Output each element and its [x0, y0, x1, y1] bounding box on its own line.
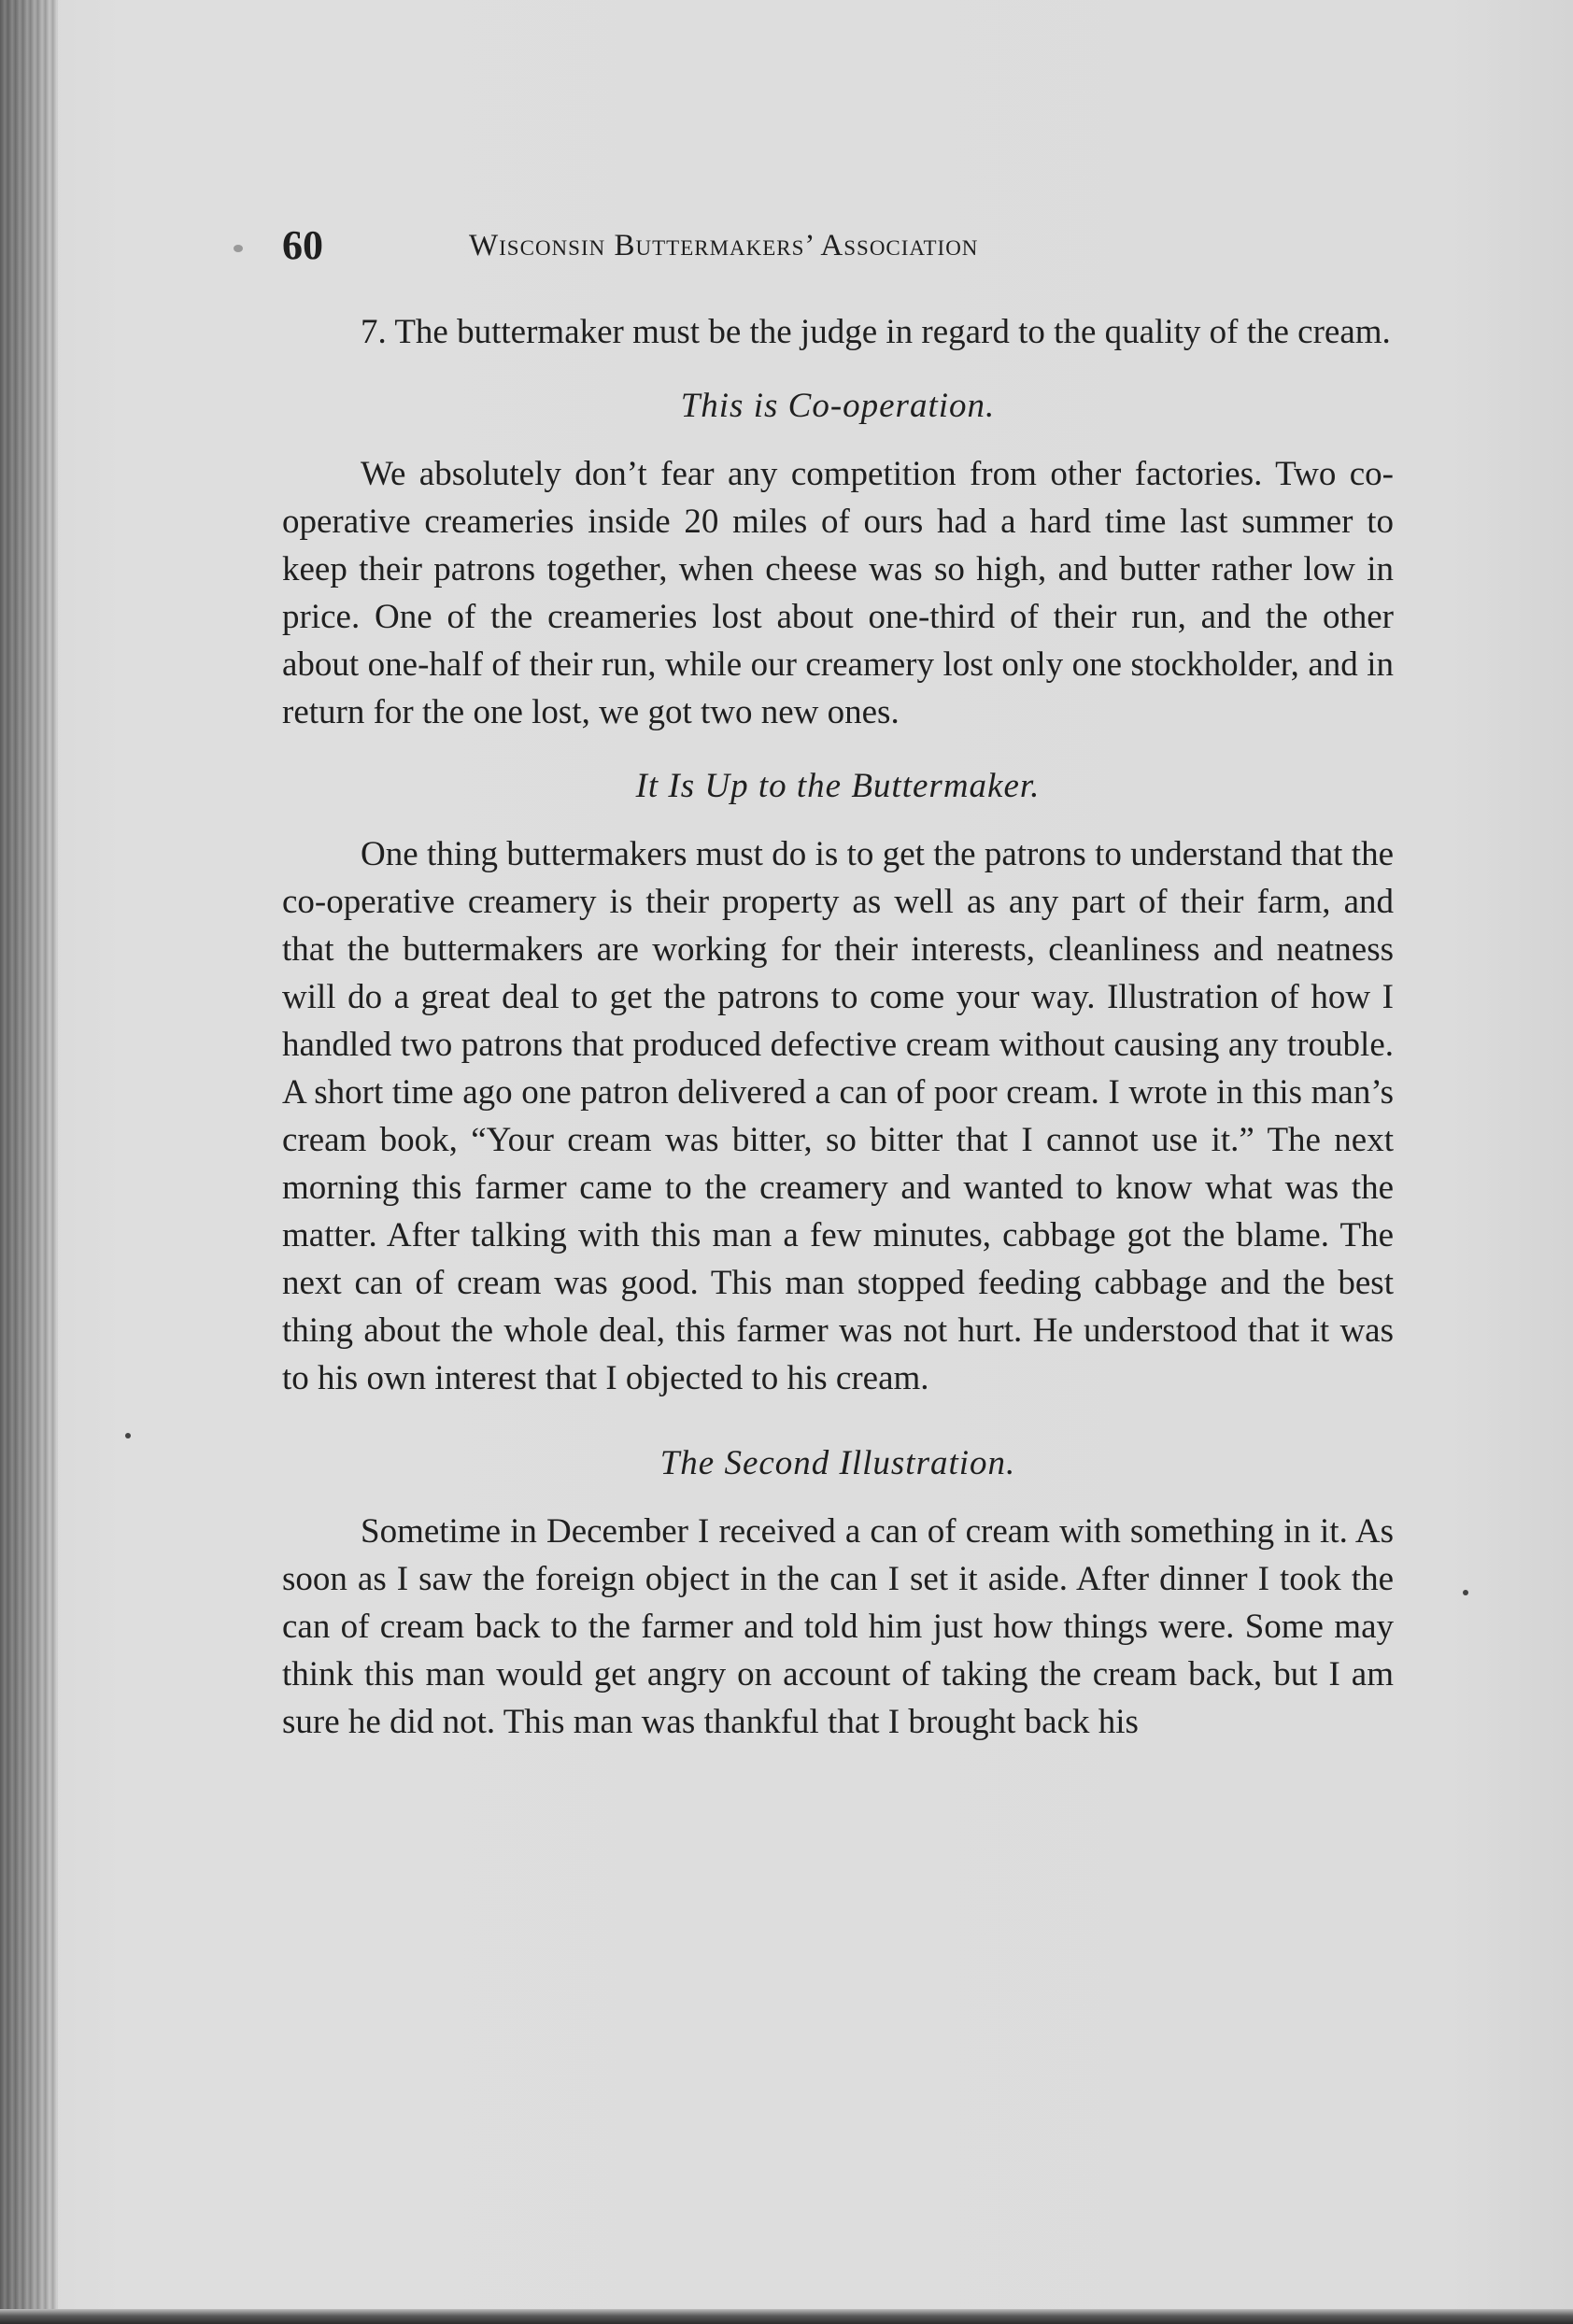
page-bottom-edge: [0, 2309, 1573, 2324]
spacer: [282, 1402, 1394, 1439]
spacer: [282, 356, 1394, 382]
page-number: 60: [282, 222, 323, 268]
paragraph-second-illustration: Sometime in December I received a can of cream with something in it. As soon as I saw the foreign object in the can I set it aside. After dinner I took the can of cream back to the farmer and told him just how things were. Some may think this man would get angry on account of taking the cream back, but I am sure he did not. This man was thankful that I brought back his: [282, 1512, 1394, 1741]
spacer: [282, 736, 1394, 762]
spacer: [282, 430, 1394, 450]
paper-speck: [1463, 1590, 1468, 1595]
spacer: [282, 1487, 1394, 1508]
page-header: [282, 213, 1394, 278]
paragraph-first-illustration: One thing buttermakers must do is to get the patrons to understand that the co-operative creamery is their property as well as any part of their farm, and that the buttermakers are working for their interests, cleanliness and neatness will do a great deal to get the patrons to come your way. Illustration of how I handled two patrons that produced defective cream without causing any trouble. A short time ago one patron delivered a can of poor cream. I wrote in this man’s cream book, “Your cream was bitter, so bitter that I cannot use it.” The next morning this farmer came to the creamery and wanted to know what was the matter. After talking with this man a few minutes, cabbage got the blame. The next can of cream was good. This man stopped feeding cabbage and the best thing about the whole deal, this farmer was not hurt. He understood that it was to his own interest that I objected to his cream.: [282, 835, 1394, 1397]
section-heading-second-illustration: The Second Illustration.: [659, 1444, 1016, 1482]
book-spine-edge: [0, 0, 58, 2324]
page-body: [282, 308, 1394, 1746]
paper-speck: [234, 245, 243, 252]
running-title: Wisconsin Buttermakers’ Association: [469, 229, 979, 262]
spacer: [282, 810, 1394, 830]
section-heading-buttermaker: It Is Up to the Buttermaker.: [635, 767, 1041, 805]
paper-speck: [125, 1433, 131, 1438]
section-heading-cooperation: This is Co-operation.: [680, 387, 996, 425]
paragraph-competition: We absolutely don’t fear any competition from other factories. Two co-operative creameries inside 20 miles of ours had a hard time last summer to keep their patrons together, when cheese was so high, and butter rather low in price. One of the creameries lost about one-third of their run, and the other about one-half of their run, while our creamery lost only one stockholder, and in return for the one lost, we got two new ones.: [282, 455, 1394, 731]
paragraph-quality-judge: 7. The buttermaker must be the judge in regard to the quality of the cream.: [361, 313, 1391, 351]
